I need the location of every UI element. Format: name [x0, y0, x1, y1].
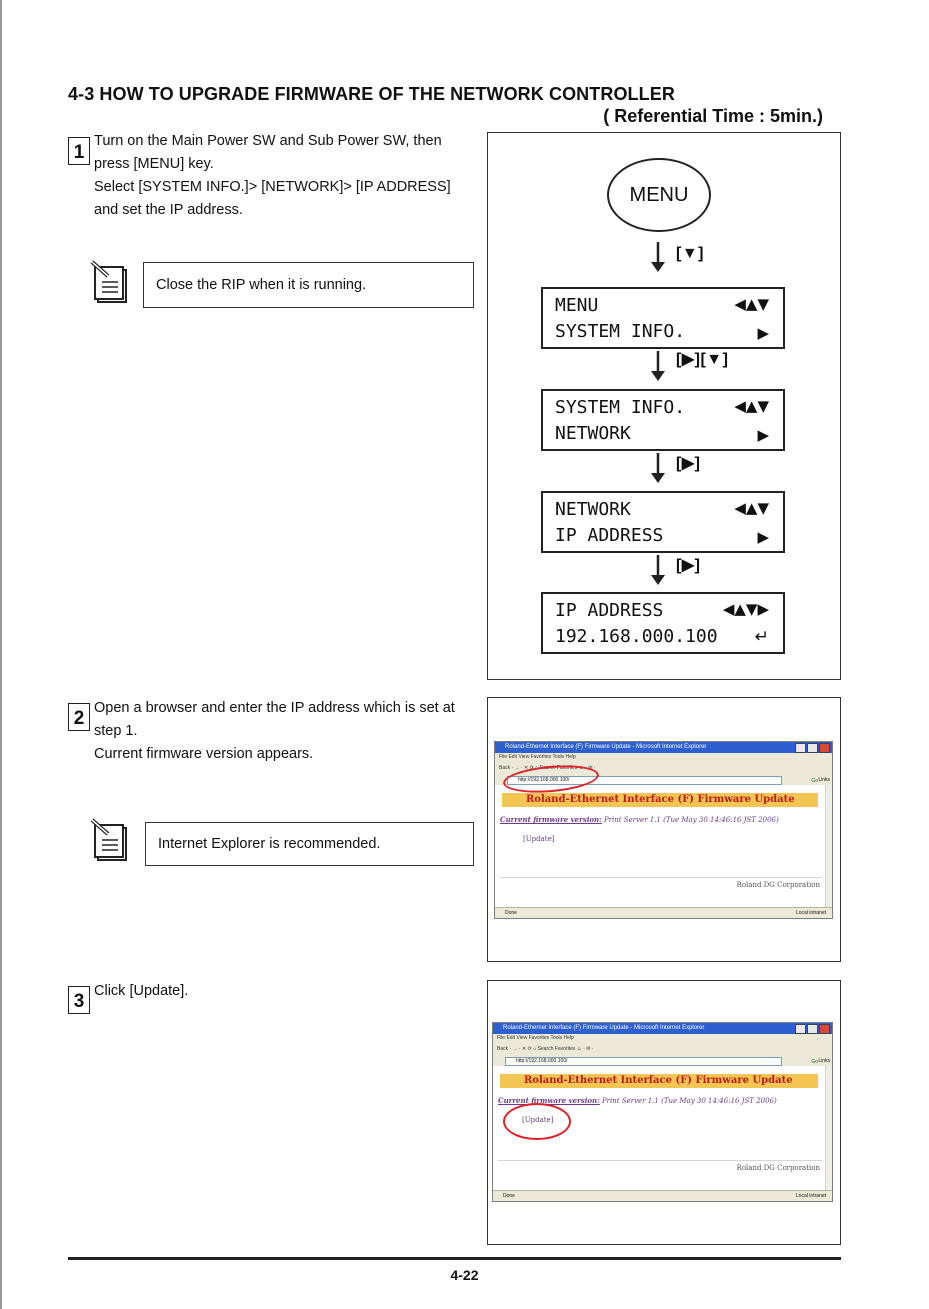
current-value: Print Server 1.1 (Tue May 30 14:46:16 JST 2006) [599, 1097, 777, 1105]
close-icon[interactable] [819, 743, 830, 753]
step-1-line: press [MENU] key. [94, 156, 214, 172]
address-input[interactable]: http://192.168.000.100/ [507, 776, 782, 785]
lcd-line-1: MENU [555, 295, 599, 316]
key-label: [▶] [676, 455, 701, 472]
window-buttons [795, 1024, 830, 1034]
browser-title-bar: Roland-Ethernet Interface (F) Firmware Update - Microsoft Internet Explorer [493, 1023, 832, 1034]
page-number: 4-22 [450, 1267, 479, 1283]
arrow-down-icon [649, 351, 667, 381]
security-zone: Local intranet [795, 1193, 826, 1199]
address-bar [493, 1056, 832, 1066]
section-title: 4-3 HOW TO UPGRADE FIRMWARE OF THE NETWORK CONTROLLER [68, 84, 675, 104]
address-input[interactable]: http://192.168.000.100/ [505, 1057, 782, 1066]
key-label: [▶] [676, 557, 701, 574]
arrow-down-icon [649, 453, 667, 483]
browser-title-bar: Roland-Ethernet Interface (F) Firmware Update - Microsoft Internet Explorer [495, 742, 832, 753]
lcd-screen-menu [541, 287, 785, 349]
lcd-arrows-icon: ◀▲▼▶ [722, 600, 769, 618]
arrow-down-icon [649, 242, 667, 272]
note-ie-recommended: Internet Explorer is recommended. [145, 822, 474, 866]
arrow-down-icon [649, 555, 667, 585]
lcd-screen-ip-address [541, 592, 785, 654]
corporation-label: Roland DG Corporation [736, 1164, 820, 1172]
firmware-update-heading: Roland-Ethernet Interface (F) Firmware Update [502, 793, 818, 807]
browser-menu-bar[interactable]: File Edit View Favorites Tools Help [495, 753, 832, 761]
go-button[interactable]: Go [811, 778, 818, 784]
update-link[interactable]: [Update] [522, 1116, 554, 1124]
lcd-line-1: NETWORK [555, 499, 631, 520]
menu-key: MENU [607, 158, 711, 232]
security-zone: Local intranet [795, 910, 826, 916]
enter-icon: ↵ [754, 627, 769, 647]
step-1-line: and set the IP address. [94, 202, 243, 218]
key-label: [▶][▼] [676, 351, 729, 368]
step-2-text [94, 697, 455, 766]
browser-toolbar[interactable]: Back · → · ✕ ⟳ ⌂ Search Favorites ☺ · ✉ · [493, 1042, 832, 1056]
lcd-line-1: SYSTEM INFO. [555, 397, 686, 418]
key-label: [▼] [676, 245, 704, 262]
lcd-arrows-icon: ◀▲▼ [734, 499, 769, 517]
lcd-right-icon: ▶ [757, 528, 769, 546]
close-icon[interactable] [819, 1024, 830, 1034]
update-link[interactable]: [Update] [523, 835, 555, 843]
lcd-screen-system-info [541, 389, 785, 451]
step-number-1: 1 [68, 137, 90, 165]
update-highlight-ellipse [503, 1103, 571, 1140]
browser-toolbar[interactable]: Back · → · ✕ ⟳ ⌂ Search Favorites ☺ · ✉ · [495, 761, 832, 775]
maximize-icon[interactable] [807, 1024, 818, 1034]
note-icon [90, 818, 130, 862]
lcd-right-icon: ▶ [757, 324, 769, 342]
lcd-arrows-icon: ◀▲▼ [734, 295, 769, 313]
status-bar [495, 907, 832, 918]
divider [498, 1160, 822, 1161]
scrollbar[interactable] [825, 785, 832, 908]
step-3-line: Click [Update]. [94, 983, 189, 999]
step-3-text [94, 980, 188, 1003]
minimize-icon[interactable] [795, 743, 806, 753]
scrollbar[interactable] [825, 1066, 832, 1191]
lcd-line-2: 192.168.000.100 [555, 626, 718, 647]
step-number-2: 2 [68, 703, 90, 731]
corporation-label: Roland DG Corporation [736, 881, 820, 889]
lcd-line-2: NETWORK [555, 423, 631, 444]
current-value: Print Server 1.1 (Tue May 30 14:46:16 JST 2006) [601, 816, 779, 824]
step-1-text [94, 130, 451, 222]
step-2-line: Current firmware version appears. [94, 746, 314, 762]
browser-content [495, 785, 832, 908]
step-2-line: Open a browser and enter the IP address which is set at [94, 700, 455, 716]
status-bar [493, 1190, 832, 1201]
step-number-3: 3 [68, 986, 90, 1014]
lcd-line-2: IP ADDRESS [555, 525, 664, 546]
go-button[interactable]: Go [811, 1059, 818, 1065]
lcd-right-icon: ▶ [757, 426, 769, 444]
page-left-border [0, 0, 2, 1309]
referential-time: ( Referential Time : 5min.) [603, 106, 823, 126]
browser-menu-bar[interactable]: File Edit View Favorites Tools Help [493, 1034, 832, 1042]
step-2-line: step 1. [94, 723, 138, 739]
note-icon [90, 260, 130, 304]
status-text: Done [505, 910, 517, 916]
lcd-arrows-icon: ◀▲▼ [734, 397, 769, 415]
note-close-rip: Close the RIP when it is running. [143, 262, 474, 308]
divider [500, 877, 822, 878]
step-1-line: Turn on the Main Power SW and Sub Power SW, then [94, 133, 442, 149]
links-button[interactable]: Links [818, 1058, 830, 1064]
links-button[interactable]: Links [818, 777, 830, 783]
status-text: Done [503, 1193, 515, 1199]
current-label: Current firmware version: [500, 815, 602, 824]
lcd-line-1: IP ADDRESS [555, 600, 664, 621]
window-buttons [795, 743, 830, 753]
maximize-icon[interactable] [807, 743, 818, 753]
firmware-update-heading: Roland-Ethernet Interface (F) Firmware Update [500, 1074, 818, 1088]
minimize-icon[interactable] [795, 1024, 806, 1034]
lcd-line-2: SYSTEM INFO. [555, 321, 686, 342]
current-firmware-version [500, 815, 779, 824]
lcd-screen-network [541, 491, 785, 553]
footer-rule [68, 1257, 841, 1260]
step-1-line: Select [SYSTEM INFO.]> [NETWORK]> [IP ADDRESS] [94, 179, 451, 195]
current-label: Current firmware version: [498, 1096, 600, 1105]
